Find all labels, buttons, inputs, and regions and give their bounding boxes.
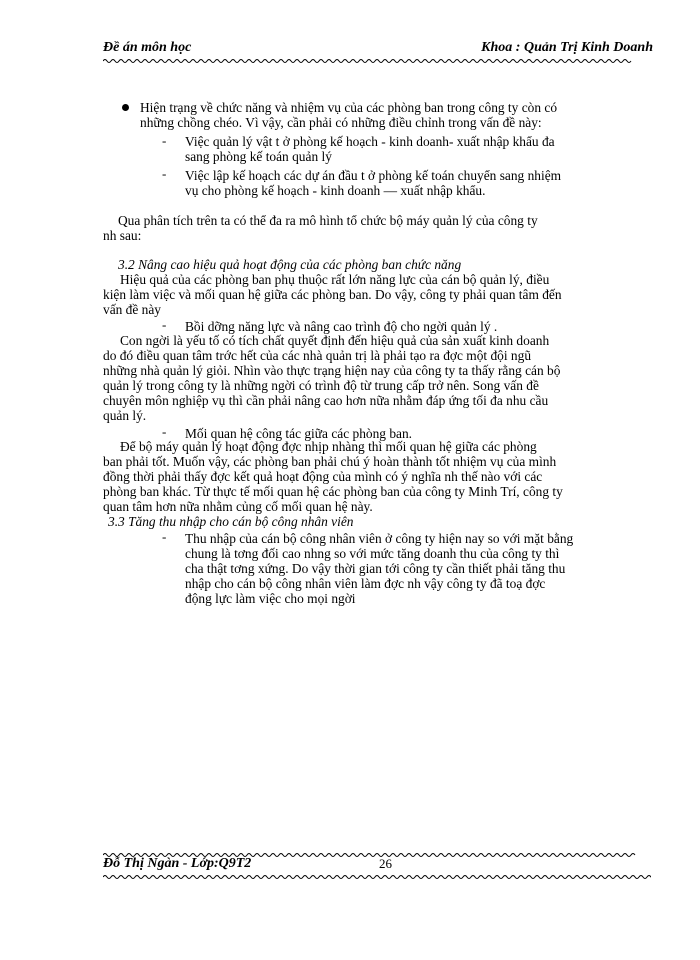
paragraph-line: phòng ban khác. Từ thực tế mối quan hệ các phòng ban của công ty Minh Trí, công ty — [103, 484, 563, 499]
bullet-line: những chồng chéo. Vì vậy, cần phải có những điều chỉnh trong vấn đề này: — [140, 115, 542, 130]
dash-icon: - — [162, 166, 167, 181]
dash-icon: - — [162, 317, 167, 332]
footer-author: Đỗ Thị Ngàn - Lớp:Q9T2 — [103, 856, 252, 871]
bullet-icon — [122, 104, 129, 111]
paragraph-line: quan tâm hơn nữa nhằm củng cố mối quan hệ này. — [103, 499, 373, 514]
dash-icon: - — [162, 424, 167, 439]
paragraph-line: quản lý. — [103, 408, 147, 423]
sub-item-line: vụ cho phòng kế hoạch - kinh doanh — xuất nhập khẩu. — [185, 183, 486, 198]
paragraph-line: quản lý trong công ty là những ngời có trình độ từ trung cấp trở nên. Song vấn đề — [103, 378, 539, 393]
paragraph-line: những nhà quản lý giỏi. Nhìn vào thực trạng hiện nay của công ty ta thấy rằng cán bộ — [103, 363, 561, 378]
paragraph-line: kiện làm việc và mối quan hệ giữa các phòng ban. Do vậy, công ty phải quan tâm đến — [103, 287, 562, 302]
paragraph-line: Để bộ máy quản lý hoạt động đợc nhịp nhàng thì mối quan hệ giữa các phòng — [120, 439, 537, 454]
section-heading: 3.2 Nâng cao hiệu quả hoạt động của các phòng ban chức năng — [118, 257, 462, 272]
sub-item-line: chung là tơng đối cao nhng so với mức tăng doanh thu của công ty thì — [185, 546, 560, 561]
dash-icon: - — [162, 529, 167, 544]
paragraph-line: Hiệu quả của các phòng ban phụ thuộc rất lớn năng lực của cán bộ quản lý, điều — [120, 272, 550, 287]
sub-item-line: nhập cho cán bộ công nhân viên làm đợc nh vậy công ty đã toạ đợc — [185, 576, 546, 591]
sub-item-line: Việc quản lý vật t ở phòng kế hoạch - kinh doanh- xuất nhập khẩu đa — [185, 134, 555, 149]
page-number: 26 — [379, 856, 392, 871]
paragraph-line: do đó điều quan tâm trớc hết của các nhà quản trị là phải tạo ra đợc một đội ngũ — [103, 348, 532, 363]
sub-item-line: Bồi dỡng năng lực và nâng cao trình độ cho ngời quản lý . — [185, 319, 498, 334]
sub-item-line: cha thật tơng xứng. Do vậy thời gian tới công ty cần thiết phải tăng thu — [185, 561, 566, 576]
paragraph-line: nh sau: — [103, 228, 142, 243]
header-rule — [103, 58, 651, 64]
sub-item-line: Việc lập kế hoạch các dự án đầu t ở phòng kế toán chuyển sang nhiệm — [185, 168, 562, 183]
page-footer — [103, 856, 653, 874]
paragraph-line: chuyên môn nghiệp vụ thì cần phải nâng cao hơn nữa nhằm đáp ứng tối đa nhu cầu — [103, 393, 549, 408]
sub-item-line: Thu nhập của cán bộ công nhân viên ở công ty hiện nay so với mặt bằng — [185, 531, 574, 546]
paragraph-line: Con ngời là yếu tố có tích chất quyết định đến hiệu quả của sản xuất kinh doanh — [120, 333, 550, 348]
header-course: Đề án môn học — [103, 40, 192, 55]
section-heading: 3.3 Tăng thu nhập cho cán bộ công nhân viên — [108, 514, 354, 529]
dash-icon: - — [162, 133, 167, 148]
paragraph-line: Qua phân tích trên ta có thể đa ra mô hình tổ chức bộ máy quản lý của công ty — [118, 213, 538, 228]
sub-item-line: sang phòng kế toán quản lý — [185, 149, 332, 164]
paragraph-line: ban phải tốt. Muốn vậy, các phòng ban phải chú ý hoàn thành tốt nhiệm vụ của mình — [103, 454, 557, 469]
sub-item-line: động lực làm việc cho mọi ngời — [185, 591, 356, 606]
page-header — [103, 40, 653, 58]
bullet-line: Hiện trạng về chức năng và nhiệm vụ của các phòng ban trong công ty còn có — [140, 100, 558, 115]
paragraph-line: đồng thời phải thấy đợc kết quả hoạt động của mình có ý nghĩa nh thế nào với các — [103, 469, 543, 484]
footer-bottom-rule — [103, 874, 651, 880]
header-faculty: Khoa : Quản Trị Kinh Doanh — [481, 40, 653, 55]
paragraph-line: vấn đề này — [103, 302, 162, 317]
sub-item-line: Mối quan hệ công tác giữa các phòng ban. — [185, 426, 413, 441]
